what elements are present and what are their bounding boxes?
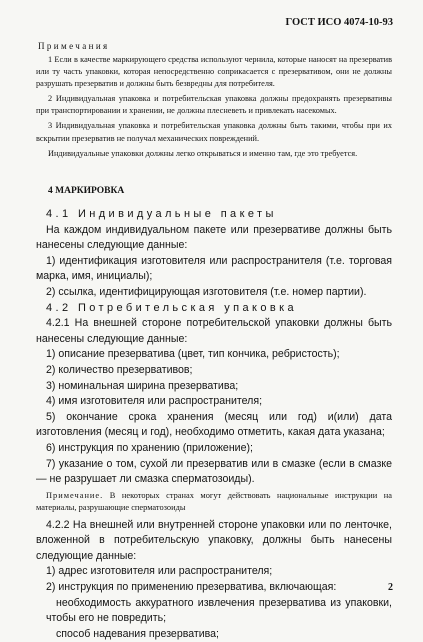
clause-4-2-1: 4.2.1 На внешней стороне потребительской упаковки должны быть нанесены следующие данные: xyxy=(36,317,392,345)
list-item: 5) окончание срока хранения (месяц или год) и(или) дата изготовления (месяц и год), необходимо отметить, какая дата указана; xyxy=(36,410,392,439)
list-item: 1) описание презерватива (цвет, тип кончика, ребристость); xyxy=(46,348,340,361)
note-paragraph: Индивидуальные упаковки должны легко открываться и именно там, где это требуется. xyxy=(48,148,358,158)
list-item: 2) ссылка, идентифицирующая изготовителя (т.е. номер партии). xyxy=(46,285,367,298)
list-item: 2) количество презервативов; xyxy=(46,363,193,376)
list-item: 1) идентификация изготовителя или распространителя (т.е. торговая марка, имя, инициалы); xyxy=(36,254,392,283)
list-item: 2) инструкция по применению презерватива, включающая: xyxy=(46,581,337,594)
standard-header: ГОСТ ИСО 4074-10-93 xyxy=(285,17,393,28)
inline-note-label: Примечание. xyxy=(46,490,104,500)
subsection-intro: На каждом индивидуальном пакете или презервативе должны быть нанесены следующие данные: xyxy=(36,223,392,252)
inline-note xyxy=(36,490,392,514)
subsection-title-4-1: 4.1 Индивидуальные пакеты xyxy=(46,208,277,220)
subsection-title-4-2: 4.2 Потребительская упаковка xyxy=(46,301,298,314)
sub-list-item: способ надевания презерватива; xyxy=(56,627,219,640)
notes-block xyxy=(36,41,392,163)
section-title: 4 МАРКИРОВКА xyxy=(48,186,125,196)
list-item: 4) имя изготовителя или распространителя; xyxy=(46,395,263,408)
inline-note-text: В некоторых странах могут действовать национальные инструкции на материалы, разрушающие сперматозоиды xyxy=(36,490,392,512)
list-item: 7) указание о том, сухой ли презерватив или в смазке (если в смазке — не разрушает ли смазка сперматозоиды). xyxy=(36,457,392,486)
clause-4-2-2: 4.2.2 На внешней или внутренней стороне упаковки или по ленточке, вложенной в потребительскую упаковку, должны быть нанесены следующие данные: xyxy=(36,518,392,562)
page-number: 2 xyxy=(388,582,393,593)
section-body xyxy=(36,207,392,642)
note-paragraph: 3 Индивидуальная упаковка и потребительская упаковка должны быть такими, чтобы при их вскрытии презерватив не получал механических повреждений. xyxy=(36,121,392,143)
list-item: 1) адрес изготовителя или распространителя; xyxy=(46,565,273,578)
note-paragraph: 1 Если в качестве маркирующего средства используют чернила, которые наносят на презерватив или ту часть упаковки, которая непосредственно соприкасается с презервативом, они не должны разрушать презерватив и должны быть безвредны для потребителя. xyxy=(36,55,392,89)
note-paragraph: 2 Индивидуальная упаковка и потребительская упаковка должны предохранять презервативы при транспортировании и хранении, не должны плесневеть и привлекать насекомых. xyxy=(36,94,392,116)
list-item: 3) номинальная ширина презерватива; xyxy=(46,379,239,392)
notes-heading: Примечания xyxy=(38,41,110,51)
sub-list-item: необходимость аккуратного извлечения презерватива из упаковки, чтобы его не повредить; xyxy=(46,596,392,625)
list-item: 6) инструкция по хранению (приложение); xyxy=(46,441,253,454)
